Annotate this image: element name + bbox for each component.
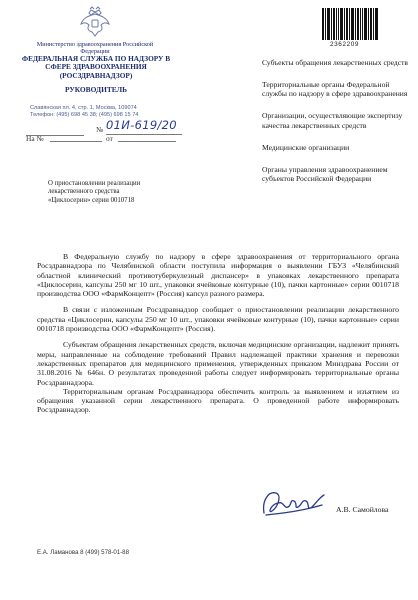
addressee-item: Медицинские организации [262,142,350,152]
number-label: № [96,125,104,134]
addressee-item: Субъекты обращения лекарственных средств [262,58,409,67]
reference-date-label: от [106,134,113,143]
letter-subject [48,180,188,205]
subject-line: О приостановлении реализации [48,180,141,187]
body-paragraph: Территориальным органам Росздравнадзора обеспечить контроль за выявлением и изъятием из обращения указанной серии лекарственного препарата. О проведенной работе информировать Росздравнадзор. [37,386,399,415]
addressee-item: Территориальные органы Федеральной службы по надзору в сфере здравоохранения [262,80,408,99]
subject-line: лекарственного средства [48,188,120,196]
signer-name: А.В. Самойлова [336,505,389,514]
addressee-item: Организации, осуществляющие экспертизу качества лекарственных средств [262,111,403,130]
letter-body [37,252,399,422]
barcode-icon [322,8,378,40]
coat-of-arms-emblem-icon [78,6,112,40]
body-paragraph: В связи с изложенным Росздравнадзор сообщает о приостановлении реализации лекарственного средства «Циклосерин, капсулы 250 мг 10 шт., упаковки ячейковые контурные (10), пачки картонные» серии 0010718 производства ООО «ФармКонцепт» (Россия). [37,305,399,334]
number-field-line [106,134,182,135]
document-number: 01И-619/20 [106,118,177,132]
reference-number-label: На № [26,134,44,143]
address-line: Славянская пл. 4, стр. 1, Москва, 109074 [30,105,137,111]
agency-address [30,105,170,119]
executor-contact: Е.А. Ламанова 8 (499) 578-01-88 [37,549,129,556]
agency-name: ФЕДЕРАЛЬНАЯ СЛУЖБА ПО НАДЗОРУ В СФЕРЕ ЗДРАВООХРАНЕНИЯ (РОСЗДРАВНАДЗОР) [21,54,171,80]
addressee-item: Органы управления здравоохранением субъектов Российской Федерации [262,164,388,184]
reference-number-line [50,141,102,142]
addressee-list [262,58,410,196]
barcode-number: 2362209 [330,41,360,48]
body-paragraph: В Федеральную службу по надзору в сфере здравоохранения от территориального органа Росздравнадзора по Челябинской области поступила информация о выявлении ГБУЗ «Челябинский областной клинический противотуберкулезный диспансер» в упаковках лекарственного препарата «Циклосерин, капсулы 250 мг 10 шт., упаковки ячейковые контурные (10), пачки картонные» серии 0010718 производства ООО «ФармКонцепт» (Россия) капсул разного размера. [37,252,399,299]
body-paragraph: Субъектам обращения лекарственных средств, включая медицинские организации, надлежит принять меры, направленные на соблюдение требований Правил надлежащей практики хранения и перевозки лекарственных препаратов для медицинского применения, утвержденных приказом Минздрава России от 31.08.2016 № 646н. О результатах проведенной работы следует информировать территориальные органы Росздравнадзора. [37,340,399,387]
handwritten-signature-icon [258,483,330,523]
phone-line: Телефон: (495) 698 45 38; (495) 698 15 74 [30,112,139,118]
ministry-name: Министерство здравоохранения Российской Федерации [36,41,154,56]
subject-line: «Циклосерин» серии 0010718 [48,196,135,204]
head-title: РУКОВОДИТЕЛЬ [65,85,127,94]
reference-date-line [118,141,176,142]
